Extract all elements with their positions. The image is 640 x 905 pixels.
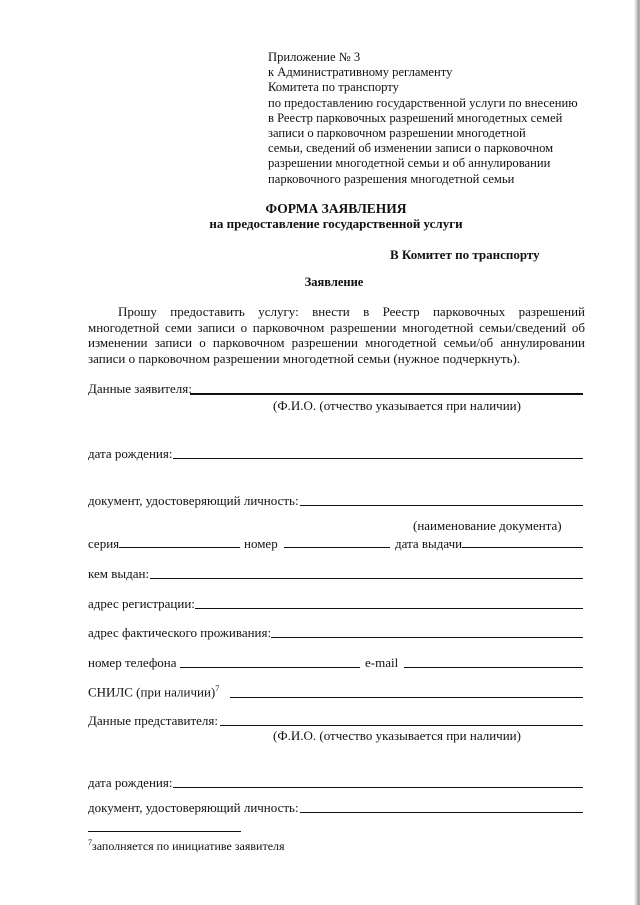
id-document-field[interactable] xyxy=(300,505,583,506)
applicant-data-label: Данные заявителя: xyxy=(88,381,192,396)
scan-edge-shadow xyxy=(634,0,640,905)
actual-address-label: адрес фактического проживания: xyxy=(88,625,272,640)
appendix-line: разрешении многодетной семьи и об аннулировании xyxy=(268,156,551,171)
issued-by-label: кем выдан: xyxy=(88,566,150,581)
rep-birth-date-field[interactable] xyxy=(173,787,583,788)
appendix-line: записи о парковочном разрешении многодетной xyxy=(268,126,526,141)
registration-address-label: адрес регистрации: xyxy=(88,596,195,611)
appendix-line: по предоставлению государственной услуги по внесению xyxy=(268,95,578,110)
phone-field[interactable] xyxy=(180,667,360,668)
representative-data-label: Данные представителя: xyxy=(88,713,218,728)
request-paragraph: Прошу предоставить услугу: внести в Реестр парковочных разрешений многодетной семи записи о парковочном разрешении многодетной семьи/сведений об изменении записи о парковочном разрешении многодетной семьи/об аннулировании записи о парковочном разрешении многодетной семьи (нужное подчеркнуть). xyxy=(88,304,585,366)
footnote-separator xyxy=(88,831,241,832)
series-label: серия xyxy=(88,536,120,551)
rep-birth-date-label: дата рождения: xyxy=(88,775,173,790)
rep-id-document-label: документ, удостоверяющий личность: xyxy=(88,800,299,815)
appendix-line: Комитета по транспорту xyxy=(268,80,399,95)
registration-address-field[interactable] xyxy=(195,608,583,609)
email-label: e-mail xyxy=(365,655,399,670)
appendix-line: к Административному регламенту xyxy=(268,65,453,80)
appendix-line: в Реестр парковочных разрешений многодетных семей xyxy=(268,110,563,125)
appendix-header xyxy=(268,50,578,187)
email-field[interactable] xyxy=(404,667,583,668)
statement-heading: Заявление xyxy=(304,275,364,289)
appendix-line: семьи, сведений об изменении записи о парковочном xyxy=(268,141,554,156)
applicant-fio-field[interactable] xyxy=(190,393,583,395)
series-field[interactable] xyxy=(119,547,240,548)
birth-date-field[interactable] xyxy=(173,458,583,459)
birth-date-label: дата рождения: xyxy=(88,446,173,461)
fio-hint: (Ф.И.О. (отчество указывается при наличии) xyxy=(273,398,521,413)
issue-date-field[interactable] xyxy=(462,547,583,548)
footnote xyxy=(88,838,285,854)
rep-fio-hint: (Ф.И.О. (отчество указывается при наличии) xyxy=(273,728,521,743)
snils-footnote-mark: 7 xyxy=(215,684,220,693)
issued-by-field[interactable] xyxy=(150,578,583,579)
id-document-label: документ, удостоверяющий личность: xyxy=(88,493,299,508)
document-name-hint: (наименование документа) xyxy=(413,518,562,533)
number-field[interactable] xyxy=(284,547,390,548)
form-title: ФОРМА ЗАЯВЛЕНИЯ xyxy=(265,201,407,216)
snils-field[interactable] xyxy=(230,697,583,698)
appendix-line: Приложение № 3 xyxy=(268,50,361,64)
rep-id-document-field[interactable] xyxy=(300,812,583,813)
phone-label: номер телефона xyxy=(88,655,177,670)
footnote-text: заполняется по инициативе заявителя xyxy=(92,839,285,853)
snils-text: СНИЛС (при наличии) xyxy=(88,684,216,700)
appendix-line: парковочного разрешения многодетной семьи xyxy=(268,171,515,186)
footnote-mark: 7 xyxy=(88,838,92,847)
actual-address-field[interactable] xyxy=(271,637,583,638)
snils-label xyxy=(88,684,219,700)
issue-date-label: дата выдачи xyxy=(395,536,463,551)
addressee: В Комитет по транспорту xyxy=(390,247,540,262)
number-label: номер xyxy=(244,536,278,551)
representative-fio-field[interactable] xyxy=(220,725,583,726)
form-subtitle: на предоставление государственной услуги xyxy=(209,216,463,231)
